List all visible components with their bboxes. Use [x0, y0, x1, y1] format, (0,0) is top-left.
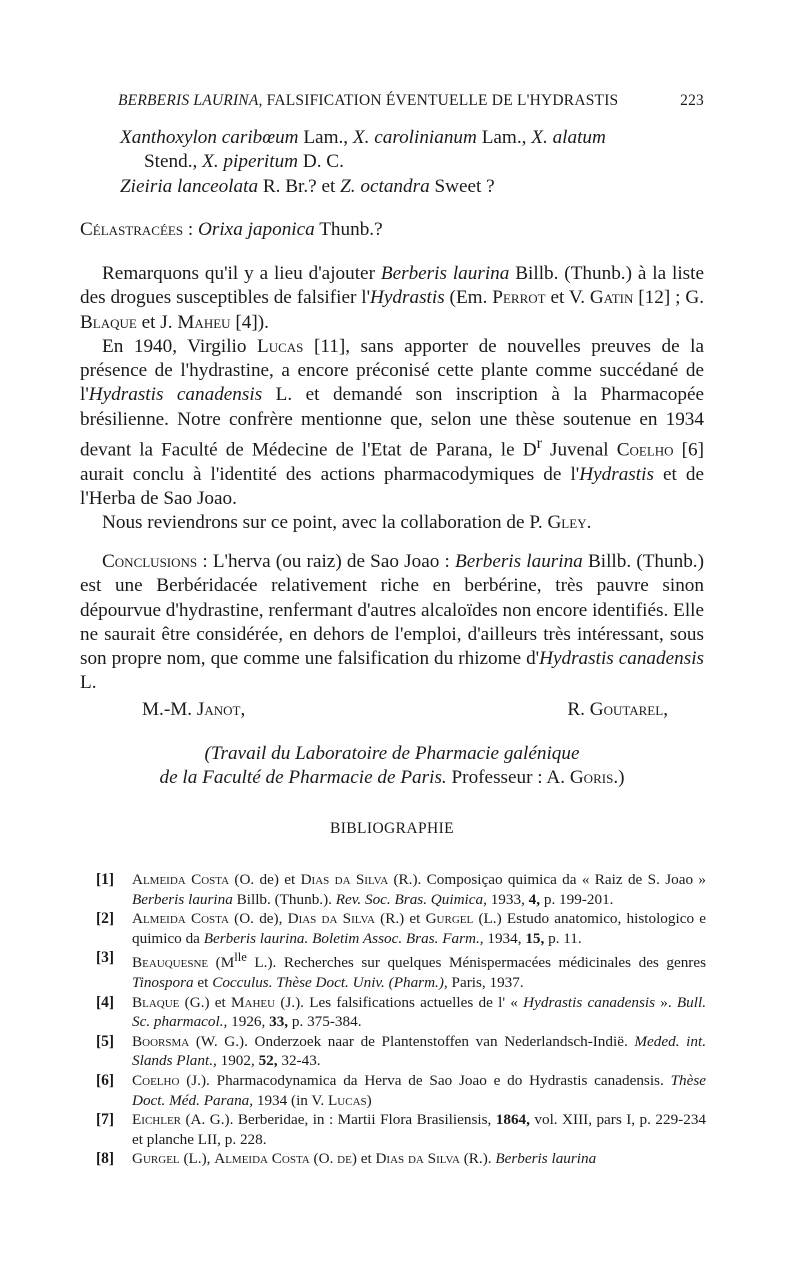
author-goutarel: R. Goutarel,	[567, 698, 668, 720]
plant-list	[80, 126, 704, 199]
reference-number: [8]	[96, 1150, 115, 1168]
celastracees-line: Célastracées : Orixa japonica Thunb.?	[80, 219, 383, 240]
author-janot: M.-M. Janot,	[142, 698, 246, 720]
bibliography-title: BIBLIOGRAPHIE	[329, 820, 455, 837]
running-title: BERBERIS LAURINA, FALSIFICATION ÉVENTUELLE DE L'HYDRASTIS	[118, 92, 619, 109]
reference-item	[96, 909, 706, 948]
page-number: 223	[680, 92, 704, 109]
reference-text: Blaque (G.) et Maheu (J.). Les falsifications actuelles de l' « Hydrastis canadensis ». Bull. Sc. pharmacol., 1926, 33, p. 375-384.	[132, 993, 707, 1031]
reference-number: [5]	[96, 1032, 115, 1050]
reference-text: Boorsma (W. G.). Onderzoek naar de Plantenstoffen van Nederlandsch-Indië. Meded. int. Slands Plant., 1902, 52, 32-43.	[132, 1032, 706, 1070]
plant-line-1: Xanthoxylon caribœum Lam., X. carolinianum Lam., X. alatum	[120, 127, 606, 148]
reference-text: Almeida Costa (O. de), Dias da Silva (R.) et Gurgel (L.) Estudo anatomico, histologico e quimico da Berberis laurina. Boletim Assoc. Bras. Farm., 1934, 15, p. 11.	[132, 910, 706, 947]
reference-text: Almeida Costa (O. de) et Dias da Silva (R.). Composiçao quimica da « Raiz de S. Joao » Berberis laurina Billb. (Thunb.). Rev. Soc. Bras. Quimica, 1933, 4, p. 199-201.	[132, 871, 706, 908]
paragraph-3: Nous reviendrons sur ce point, avec la collaboration de P. Gley.	[102, 512, 592, 534]
reference-item	[96, 993, 706, 1032]
author-signatures	[80, 698, 704, 722]
laboratory-note: (Travail du Laboratoire de Pharmacie galénique de la Faculté de Pharmacie de Paris. Professeur : A. Goris.)	[159, 743, 625, 789]
reference-text: Gurgel (L.), Almeida Costa (O. de) et Dias da Silva (R.). Berberis laurina	[132, 1150, 597, 1168]
main-text	[80, 262, 704, 536]
reference-number: [4]	[96, 993, 115, 1011]
paragraph-2: En 1940, Virgilio Lucas [11], sans apporter de nouvelles preuves de la présence de l'hydrastine, a encore préconisé cette plante comme succédané de l'Hydrastis canadensis L. et demandé son inscription à la Pharmacopée brésilienne. Notre confrère mentionne que, selon une thèse soutenue en 1934 devant la Faculté de Médecine de l'Etat de Parana, le $D^r$ Juvenal Coelho [6] aurait conclu à l'identité des actions pharmacodymiques de l'Hydrastis et de l'Herba de Sao Joao.	[80, 335, 705, 510]
paragraph-1: Remarquons qu'il y a lieu d'ajouter Berberis laurina Billb. (Thunb.) à la liste des drogues susceptibles de falsifier l'Hydrastis (Em. Perrot et V. Gatin [12] ; G. Blaque et J. Maheu [4]).	[80, 263, 704, 333]
running-header	[118, 92, 704, 110]
reference-item	[96, 948, 706, 992]
reference-text: Coelho (J.). Pharmacodynamica da Herva de Sao Joao e do Hydrastis canadensis. Thèse Doct. Méd. Parana, 1934 (in V. Lucas)	[132, 1072, 706, 1109]
plant-line-3: Zieiria lanceolata R. Br.? et Z. octandra Sweet ?	[120, 175, 495, 197]
conclusions	[80, 550, 704, 722]
reference-item	[96, 1032, 706, 1071]
reference-text: Eichler (A. G.). Berberidae, in : Martii Flora Brasiliensis, 1864, vol. XIII, pars I, p. 229-234 et planche LII, p. 228.	[132, 1111, 707, 1148]
conclusions-paragraph: Conclusions : L'herva (ou raiz) de Sao Joao : Berberis laurina Billb. (Thunb.) est une Berbéridacée relativement riche en berbérine, très pauvre sinon dépourvue d'hydrastine, renfermant d'autres alcaloïdes non encore identifiés. Elle ne saurait être considérée, en dehors de l'emploi, d'ailleurs très intéressant, sous son propre nom, que comme une falsification du rhizome d'Hydrastis canadensis L.	[80, 551, 704, 694]
reference-item	[96, 1110, 706, 1149]
reference-number: [6]	[96, 1072, 115, 1089]
bibliography-list	[96, 870, 706, 1169]
reference-text: Beauquesne ($M^{lle}$ L.). Recherches sur quelques Ménispermacées médicinales des genres Tinospora et Cocculus. Thèse Doct. Univ. (Pharm.), Paris, 1937.	[132, 950, 707, 992]
reference-number: [2]	[96, 910, 115, 928]
reference-item	[96, 1149, 706, 1169]
reference-number: [1]	[96, 871, 115, 888]
reference-item	[96, 1071, 706, 1110]
plant-line-2: Stend., X. piperitum D. C.	[144, 151, 344, 173]
reference-item	[96, 870, 706, 909]
reference-number: [3]	[96, 949, 115, 967]
reference-number: [7]	[96, 1111, 115, 1129]
